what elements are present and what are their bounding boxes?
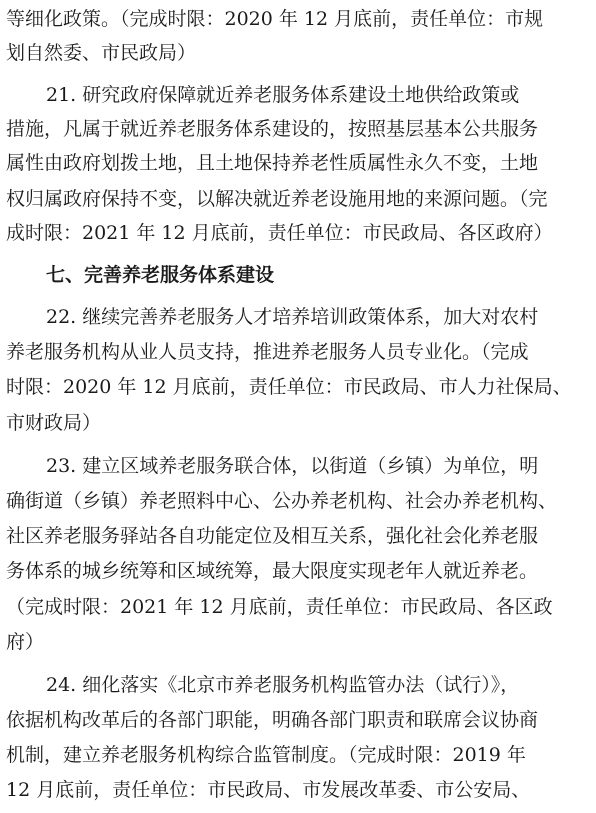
text-line: 等细化政策。（完成时限：2020 年 12 月底前，责任单位：市规 (6, 8, 544, 30)
text-line: 21. 研究政府保障就近养老服务体系建设土地供给政策或 (46, 84, 520, 106)
text-line: 时限：2020 年 12 月底前，责任单位：市民政局、市人力社保局、 (6, 376, 572, 398)
text-line: 依据机构改革后的各部门职能，明确各部门职责和联席会议协商 (6, 709, 539, 731)
section-heading: 七、完善养老服务体系建设 (46, 264, 275, 286)
text-line: 措施，凡属于就近养老服务体系建设的，按照基层基本公共服务 (6, 118, 539, 140)
text-line: 24. 细化落实《北京市养老服务机构监管办法（试行）》， (46, 674, 520, 696)
text-line: 权归属政府保持不变，以解决就近养老设施用地的来源问题。（完 (6, 188, 548, 210)
text-line: 23. 建立区域养老服务联合体，以街道（乡镇）为单位，明 (46, 455, 539, 477)
text-line: 府） (6, 631, 45, 653)
text-line: 养老服务机构从业人员支持，推进养老服务人员专业化。（完成 (6, 341, 529, 363)
text-line: 务体系的城乡统筹和区域统筹，最大限度实现老年人就近养老。 (6, 560, 539, 582)
text-line: 确街道（乡镇）养老照料中心、公办养老机构、社会办养老机构、 (6, 490, 558, 512)
text-line: 划自然委、市民政局） (6, 42, 197, 64)
text-line: 市财政局） (6, 412, 102, 434)
text-line: 22. 继续完善养老服务人才培养培训政策体系，加大对农村 (46, 306, 539, 328)
text-line: 属性由政府划拨土地，且土地保持养老性质属性永久不变，土地 (6, 152, 539, 174)
text-line: 成时限：2021 年 12 月底前，责任单位：市民政局、各区政府） (6, 222, 553, 244)
text-line: （完成时限：2021 年 12 月底前，责任单位：市民政局、各区政 (6, 596, 553, 618)
text-line: 机制，建立养老服务机构综合监管制度。（完成时限：2019 年 (6, 744, 526, 766)
text-line: 社区养老服务驿站各自功能定位及相互关系，强化社会化养老服 (6, 525, 539, 547)
text-line: 12 月底前，责任单位：市民政局、市发展改革委、市公安局、 (6, 779, 531, 801)
